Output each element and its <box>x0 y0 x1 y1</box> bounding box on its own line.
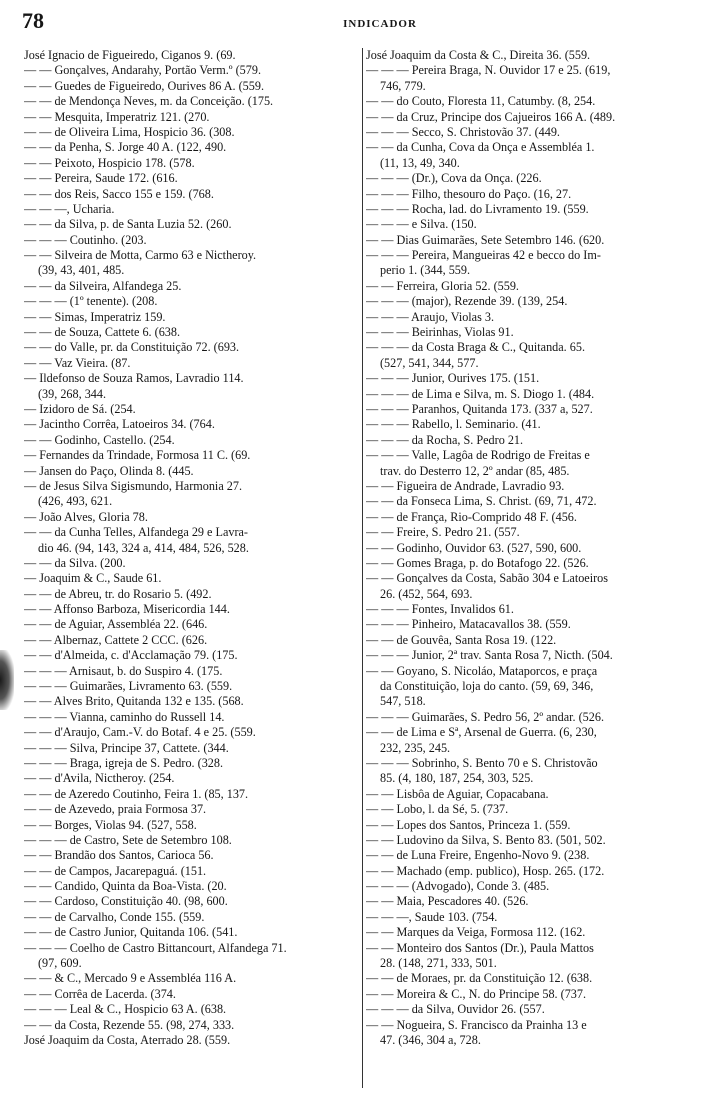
index-entry-line: — — — Secco, S. Christovão 37. (449. <box>366 124 560 139</box>
index-entry-line: — — Gonçalves, Andarahy, Portão Verm.º (579. <box>24 63 261 78</box>
index-entry-line: — João Alves, Gloria 78. <box>24 509 148 524</box>
index-entry-line: — Ildefonso de Souza Ramos, Lavradio 114. <box>24 371 244 386</box>
index-entry-line: (11, 13, 49, 340. <box>380 155 460 170</box>
index-entry-line: — — Dias Guimarães, Sete Setembro 146. (620. <box>366 232 605 247</box>
index-entry-line: — — —, Saude 103. (754. <box>366 909 498 924</box>
right-column <box>366 48 712 1048</box>
index-entry-line: — — Borges, Violas 94. (527, 558. <box>24 817 197 832</box>
index-entry-line: — — de Mendonça Neves, m. da Conceição. (175. <box>24 94 274 109</box>
index-entry-line: — — Simas, Imperatriz 159. <box>24 309 166 324</box>
index-entry-line: — — — Beirinhas, Violas 91. <box>366 325 514 340</box>
index-entry-line: — — Godinho, Castello. (254. <box>24 432 175 447</box>
index-entry-line: — — Lopes dos Santos, Princeza 1. (559. <box>366 817 571 832</box>
index-entry-line: — — — Silva, Principe 37, Cattete. (344. <box>24 740 229 755</box>
index-entry-line: — — de Abreu, tr. do Rosario 5. (492. <box>24 586 212 601</box>
index-entry-line: — — de Luna Freire, Engenho-Novo 9. (238. <box>366 848 590 863</box>
index-entry-line: — — de Aguiar, Assembléa 22. (646. <box>24 617 208 632</box>
index-entry-line: — — Godinho, Ouvidor 63. (527, 590, 600. <box>366 540 582 555</box>
index-entry-line: — — — (Dr.), Cova da Onça. (226. <box>366 171 542 186</box>
index-entry-line: — — Moreira & C., N. do Principe 58. (737. <box>366 986 587 1001</box>
index-entry-line: — — Candido, Quinta da Boa-Vista. (20. <box>24 879 227 894</box>
index-entry-line: — — dos Reis, Sacco 155 e 159. (768. <box>24 186 214 201</box>
index-entry-line: — — Figueira de Andrade, Lavradio 93. <box>366 478 565 493</box>
index-entry-line: — — da Penha, S. Jorge 40 A. (122, 490. <box>24 140 227 155</box>
index-entry-line: — — Machado (emp. publico), Hosp. 265. (172. <box>366 863 605 878</box>
index-entry-line: — — — de Lima e Silva, m. S. Diogo 1. (484. <box>366 386 595 401</box>
index-entry-line: — — de Campos, Jacarepaguá. (151. <box>24 863 207 878</box>
index-entry-line: — — da Silva. (200. <box>24 555 126 570</box>
index-entry-line: — — & C., Mercado 9 e Assembléa 116 A. <box>24 971 237 986</box>
index-entry-line: — — Ferreira, Gloria 52. (559. <box>366 278 519 293</box>
index-entry-line: — Izidoro de Sá. (254. <box>24 401 136 416</box>
index-entry-line: — — — (Advogado), Conde 3. (485. <box>366 879 550 894</box>
index-entry-line: — — Alves Brito, Quitanda 132 e 135. (568. <box>24 694 244 709</box>
index-entry-line: José Ignacio de Figueiredo, Ciganos 9. (69. <box>24 48 236 62</box>
index-entry-line: — — Gonçalves da Costa, Sabão 304 e Latoeiros <box>366 571 609 586</box>
index-entry-line: — — — Arnisaut, b. do Suspiro 4. (175. <box>24 663 223 678</box>
running-head: INDICADOR <box>343 18 417 30</box>
index-entry-line: (39, 43, 401, 485. <box>38 263 125 278</box>
index-entry-line: — — de Azeredo Coutinho, Feira 1. (85, 137. <box>24 786 249 801</box>
index-entry-line: — — — da Rocha, S. Pedro 21. <box>366 432 524 447</box>
index-entry-line: — — Lisbôa de Aguiar, Copacabana. <box>366 786 549 801</box>
index-entry-line: — — de Gouvêa, Santa Rosa 19. (122. <box>366 632 557 647</box>
index-entry-line: — — da Cruz, Principe dos Cajueiros 166 A. (489. <box>366 109 616 124</box>
index-entry-line: dio 46. (94, 143, 324 a, 414, 484, 526, 528. <box>38 540 249 555</box>
index-entry-line: — de Jesus Silva Sigismundo, Harmonia 27. <box>24 478 243 493</box>
index-entry-line: — — de Carvalho, Conde 155. (559. <box>24 909 205 924</box>
index-entry-line: — — — e Silva. (150. <box>366 217 477 232</box>
index-entry-line: — — — da Silva, Ouvidor 26. (557. <box>366 1002 545 1017</box>
index-entry-line: José Joaquim da Costa, Aterrado 28. (559. <box>24 1033 231 1047</box>
index-entry-line: 547, 518. <box>380 694 426 709</box>
index-entry-line: — — Albernaz, Cattete 2 CCC. (626. <box>24 632 208 647</box>
index-entry-line: (97, 609. <box>38 956 82 971</box>
index-entry-line: — — — Rabello, l. Seminario. (41. <box>366 417 541 432</box>
index-entry-line: — — Monteiro dos Santos (Dr.), Paula Mattos <box>366 940 594 955</box>
index-entry-line: — — —, Ucharia. <box>24 201 115 216</box>
index-entry-line: 746, 779. <box>380 78 426 93</box>
index-entry-line: 26. (452, 564, 693. <box>380 586 473 601</box>
index-entry-line: — — de Castro Junior, Quitanda 106. (541. <box>24 925 238 940</box>
index-entry-line: trav. do Desterro 12, 2º andar (85, 485. <box>380 463 570 478</box>
index-entry-line: 47. (346, 304 a, 728. <box>380 1033 481 1047</box>
index-entry-line: — — Silveira de Motta, Carmo 63 e Nictheroy. <box>24 248 257 263</box>
index-entry-line: 28. (148, 271, 333, 501. <box>380 956 497 971</box>
index-entry-line: — — — Vianna, caminho do Russell 14. <box>24 709 225 724</box>
index-entry-line: — Joaquim & C., Saude 61. <box>24 571 162 586</box>
index-entry-line: — — Gomes Braga, p. do Botafogo 22. (526. <box>366 555 589 570</box>
index-entry-line: — — — Fontes, Invalidos 61. <box>366 602 514 617</box>
binding-shadow <box>0 650 14 710</box>
index-entry-line: — — Pereira, Saude 172. (616. <box>24 171 178 186</box>
index-entry-line: — — — de Castro, Sete de Setembro 108. <box>24 832 232 847</box>
index-entry-line: — — Marques da Veiga, Formosa 112. (162. <box>366 925 586 940</box>
index-entry-line: — — — Pinheiro, Matacavallos 38. (559. <box>366 617 571 632</box>
index-entry-line: — — — Filho, thesouro do Paço. (16, 27. <box>366 186 572 201</box>
index-entry-line: — — Affonso Barboza, Misericordia 144. <box>24 602 230 617</box>
index-entry-line: — Jacintho Corrêa, Latoeiros 34. (764. <box>24 417 215 432</box>
index-entry-line: — — — Sobrinho, S. Bento 70 e S. Christovão <box>366 755 598 770</box>
index-entry-line: — — da Fonseca Lima, S. Christ. (69, 71, 472. <box>366 494 597 509</box>
index-entry-line: — — Mesquita, Imperatriz 121. (270. <box>24 109 210 124</box>
index-entry-line: — — Guedes de Figueiredo, Ourives 86 A. (559. <box>24 78 264 93</box>
index-entry-line: — — de Lima e Sª, Arsenal de Guerra. (6, 230, <box>366 725 597 740</box>
index-entry-line: — — — Coutinho. (203. <box>24 232 147 247</box>
index-entry-line: — — — da Costa Braga & C., Quitanda. 65. <box>366 340 586 355</box>
index-entry-line: — — da Costa, Rezende 55. (98, 274, 333. <box>24 1017 235 1032</box>
index-entry-line: — — Lobo, l. da Sé, 5. (737. <box>366 802 509 817</box>
index-entry-line: — — Nogueira, S. Francisco da Prainha 13 e <box>366 1017 587 1032</box>
index-entry-line: — — — Junior, Ourives 175. (151. <box>366 371 540 386</box>
index-entry-line: — — do Valle, pr. da Constituição 72. (693. <box>24 340 240 355</box>
left-column <box>24 48 360 1048</box>
index-entry-line: — — — Braga, igreja de S. Pedro. (328. <box>24 755 224 770</box>
index-entry-line: — — — Araujo, Violas 3. <box>366 309 495 324</box>
index-entry-line: 232, 235, 245. <box>380 740 451 755</box>
index-entry-line: — — do Couto, Floresta 11, Catumby. (8, 254. <box>366 94 596 109</box>
index-entry-line: — — de França, Rio-Comprido 48 F. (456. <box>366 509 577 524</box>
index-entry-line: — Fernandes da Trindade, Formosa 11 C. (69. <box>24 448 251 463</box>
index-entry-line: — — Freire, S. Pedro 21. (557. <box>366 525 520 540</box>
index-entry-line: (39, 268, 344. <box>38 386 107 401</box>
index-entry-line: — — — Pereira, Mangueiras 42 e becco do Im- <box>366 248 601 263</box>
index-entry-line: — — d'Avila, Nictheroy. (254. <box>24 771 175 786</box>
index-entry-line: — — — Guimarães, Livramento 63. (559. <box>24 679 233 694</box>
index-entry-line: — — — Paranhos, Quitanda 173. (337 a, 527. <box>366 401 593 416</box>
index-entry-line: — — d'Almeida, c. d'Acclamação 79. (175. <box>24 648 238 663</box>
index-entry-line: — — — Rocha, lad. do Livramento 19. (559. <box>366 201 589 216</box>
index-entry-line: — — Brandão dos Santos, Carioca 56. <box>24 848 214 863</box>
page-number: 78 <box>22 8 44 33</box>
index-entry-line: — — da Silveira, Alfandega 25. <box>24 278 182 293</box>
index-entry-line: — — Peixoto, Hospicio 178. (578. <box>24 155 195 170</box>
index-entry-line: — — de Azevedo, praia Formosa 37. <box>24 802 207 817</box>
index-entry-line: — — — Guimarães, S. Pedro 56, 2º andar. (526. <box>366 709 605 724</box>
index-entry-line: — — de Souza, Cattete 6. (638. <box>24 325 181 340</box>
index-entry-line: — — de Oliveira Lima, Hospicio 36. (308. <box>24 124 235 139</box>
index-entry-line: — — — Pereira Braga, N. Ouvidor 17 e 25. (619, <box>366 63 611 78</box>
index-entry-line: — — — (major), Rezende 39. (139, 254. <box>366 294 568 309</box>
index-entry-line: — — da Cunha Telles, Alfandega 29 e Lavra- <box>24 525 248 540</box>
index-entry-line: — — Maia, Pescadores 40. (526. <box>366 894 529 909</box>
index-entry-line: perio 1. (344, 559. <box>380 263 471 278</box>
index-entry-line: — — — Valle, Lagôa de Rodrigo de Freitas e <box>366 448 590 463</box>
index-entry-line: da Constituição, loja do canto. (59, 69, 346, <box>380 679 594 694</box>
index-entry-line: José Joaquim da Costa & C., Direita 36. (559. <box>366 48 591 62</box>
index-entry-line: — — — Junior, 2ª trav. Santa Rosa 7, Nicth. (504. <box>366 648 613 663</box>
index-entry-line: — Jansen do Paço, Olinda 8. (445. <box>24 463 194 478</box>
index-entry-line: — — Corrêa de Lacerda. (374. <box>24 986 176 1001</box>
index-entry-line: (426, 493, 621. <box>38 494 113 509</box>
index-entry-line: — — d'Araujo, Cam.-V. do Botaf. 4 e 25. (559. <box>24 725 256 740</box>
index-entry-line: (527, 541, 344, 577. <box>380 355 479 370</box>
index-entry-line: — — da Cunha, Cova da Onça e Assembléa 1. <box>366 140 595 155</box>
index-entry-line: — — Cardoso, Constituição 40. (98, 600. <box>24 894 228 909</box>
index-entry-line: — — de Moraes, pr. da Constituição 12. (638. <box>366 971 593 986</box>
column-rule <box>362 48 363 1088</box>
index-entry-line: — — — Leal & C., Hospicio 63 A. (638. <box>24 1002 227 1017</box>
index-entry-line: 85. (4, 180, 187, 254, 303, 525. <box>380 771 534 786</box>
index-entry-line: — — Vaz Vieira. (87. <box>24 355 131 370</box>
index-entry-line: — — da Silva, p. de Santa Luzia 52. (260. <box>24 217 232 232</box>
index-entry-line: — — Goyano, S. Nicoláo, Mataporcos, e praça <box>366 663 598 678</box>
index-entry-line: — — Ludovino da Silva, S. Bento 83. (501, 502. <box>366 832 606 847</box>
index-entry-line: — — — Coelho de Castro Bittancourt, Alfandega 71. <box>24 940 287 955</box>
index-entry-line: — — — (1º tenente). (208. <box>24 294 158 309</box>
